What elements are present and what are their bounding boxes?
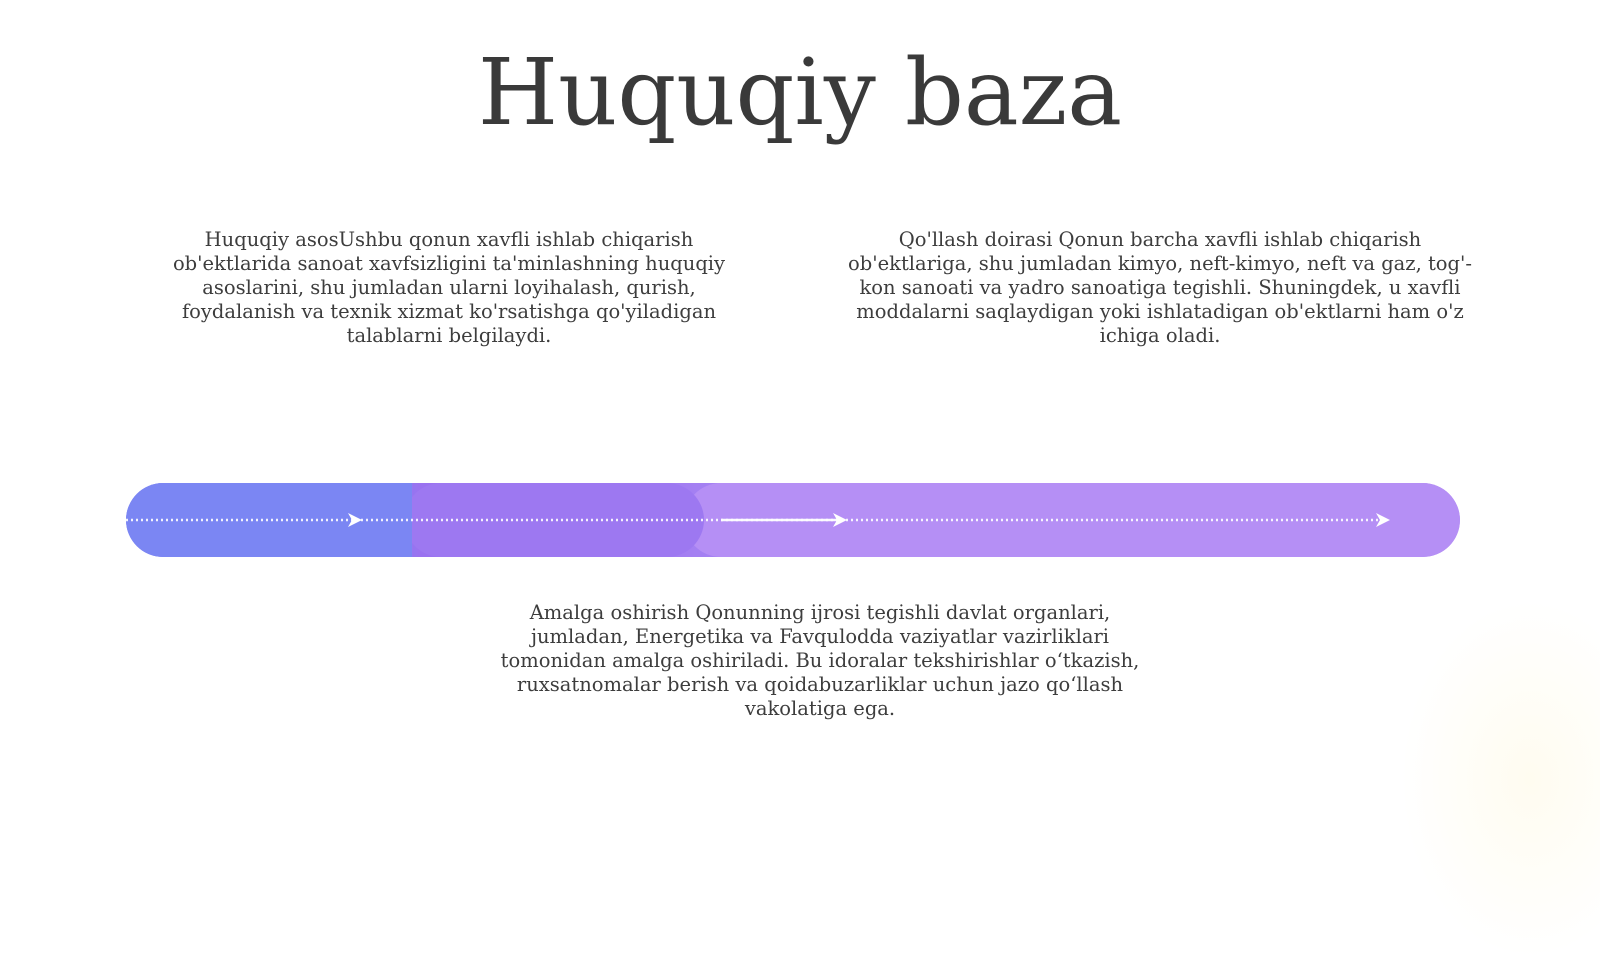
corner-glow [1400,599,1600,959]
timeline-arrows [126,483,1460,557]
implementation-text: Amalga oshirish Qonunning ijrosi tegishli davlat organlari, jumladan, Energetika va Favqulodda vaziyatlar vazirliklari tomonidan amalga oshiriladi. Bu idoralar tekshirishlar o‘tkazish, ruxsatnomalar berish va qoidabuzarliklar uchun jazo qo‘llash vakolatiga ega. [500,601,1140,720]
legal-basis-text: Huquqiy asosUshbu qonun xavfli ishlab chiqarish ob'ektlarida sanoat xavfsizligini ta'minlashning huquqiy asoslarini, shu jumladan ularni loyihalash, qurish, foydalanish va texnik xizmat ko'rsatishga qo'yiladigan talablarni belgilaydi. [172,228,726,347]
arrow-right-icon [1376,513,1390,527]
arrow-right-icon [348,513,362,527]
timeline-bar [126,483,1460,557]
slide-title: Huquqiy baza [477,39,1123,146]
scope-text: Qo'llash doirasi Qonun barcha xavfli ishlab chiqarish ob'ektlariga, shu jumladan kimyo, neft-kimyo, neft va gaz, tog'-kon sanoati va yadro sanoatiga tegishli. Shuningdek, u xavfli moddalarni saqlaydigan yoki ishlatadigan ob'ektlarni ham o'z ichiga oladi. [848,228,1472,347]
